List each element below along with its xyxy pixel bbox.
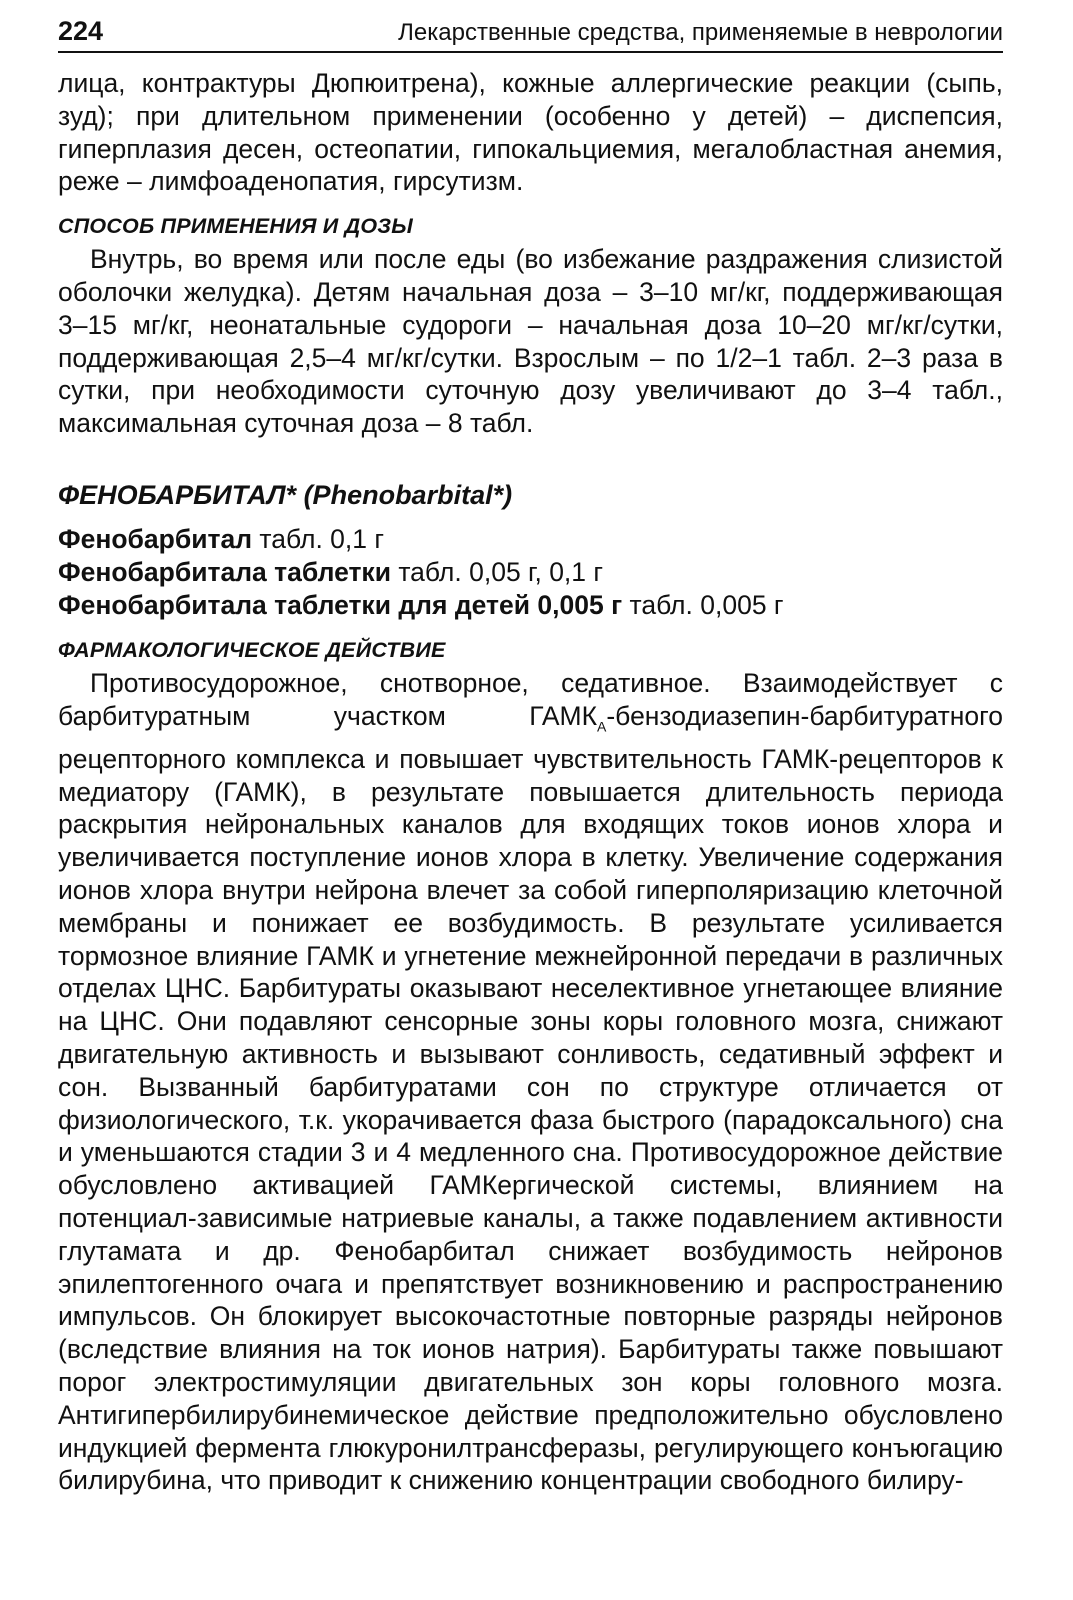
drug-form-1	[58, 523, 1003, 556]
drug-form-name: Фенобарбитала таблетки для детей 0,005 г	[58, 589, 623, 620]
pharmacology-text-start: Противосудорожное, снотворное, седативное. Взаимодействует с барбитуратным участком ГАМК	[58, 667, 1003, 731]
dosage-paragraph: Внутрь, во время или после еды (во избежание раздражения слизистой оболочки желудка). Детям начальная доза – 3–10 мг/кг, поддерживающая 3–15 мг/кг, неонатальные судороги – начальная доза 10–20 мг/кг/сутки, поддерживающая 2,5–4 мг/кг/сутки. Взрослым – по 1/2–1 табл. 2–3 раза в сутки, при необходимости суточную дозу увеличивают до 3–4 табл., максимальная суточная доза – 8 табл.	[58, 244, 1003, 439]
drug-form-detail: табл. 0,05 г, 0,1 г	[390, 556, 604, 587]
drug-title: ФЕНОБАРБИТАЛ* (Phenobarbital*)	[58, 479, 513, 510]
page-number: 224	[58, 16, 104, 46]
gaba-subscript: А	[597, 718, 607, 735]
drug-form-name: Фенобарбитал	[58, 523, 253, 554]
pharmacology-text-rest: -бензодиазепин-барбитуратного рецепторного комплекса и повышает чувствительность ГАМК-рецепторов к медиатору (ГАМК), в результате повышается длительность периода раскрытия нейрональных каналов для входящих токов ионов хлора и увеличивается поступление ионов хлора в клетку. Увеличение содержания ионов хлора внутри нейрона влечет за собой гиперполяризацию клеточной мембраны и понижает ее возбудимость. В результате усиливается тормозное влияние ГАМК и угнетение межнейронной передачи в различных отделах ЦНС. Барбитураты оказывают неселективное угнетающее влияние на ЦНС. Они подавляют сенсорные зоны коры головного мозга, снижают двигательную активность и вызывают сонливость, седативный эффект и сон. Вызванный барбитуратами сон по структуре отличается от физиологического, т.к. укорачивается фаза быстрого (парадоксального) сна и уменьшаются стадии 3 и 4 медленного сна. Противосудорожное действие обусловлено активацией ГАМКергической системы, влиянием на потенциал-зависимые натриевые каналы, а также подавлением активности глутамата и др. Фенобарбитал снижает возбудимость нейронов эпилептогенного очага и препятствует возникновению и распространению импульсов. Он блокирует высокочастотные повторные разряды нейронов (вследствие влияния на ток ионов натрия). Барбитураты также повышают порог электростимуляции двигательных зон коры головного мозга. Антигипербилирубинемическое действие предположительно обусловлено индукцией фермента глюкуронилтрансферазы, регулирующего конъюгацию билирубина, что приводит к снижению концентрации свободного билиру-	[58, 700, 1003, 1496]
pharmacology-paragraph	[58, 667, 1003, 1497]
drug-form-3	[58, 589, 1003, 622]
page-header	[58, 16, 1003, 53]
running-title: Лекарственные средства, применяемые в неврологии	[398, 19, 1003, 46]
intro-paragraph: лица, контрактуры Дюпюитрена), кожные аллергические реакции (сыпь, зуд); при длительном применении (особенно у детей) – диспепсия, гиперплазия десен, остеопатии, гипокальциемия, мегалобластная анемия, реже – лимфоаденопатия, гирсутизм.	[58, 68, 1003, 197]
drug-form-detail: табл. 0,1 г	[252, 523, 385, 554]
drug-form-detail: табл. 0,005 г	[622, 589, 784, 620]
dosage-heading: СПОСОБ ПРИМЕНЕНИЯ И ДОЗЫ	[58, 214, 413, 239]
drug-form-name: Фенобарбитала таблетки	[58, 556, 391, 587]
pharmacology-heading: ФАРМАКОЛОГИЧЕСКОЕ ДЕЙСТВИЕ	[58, 637, 446, 662]
drug-form-2	[58, 556, 1003, 589]
